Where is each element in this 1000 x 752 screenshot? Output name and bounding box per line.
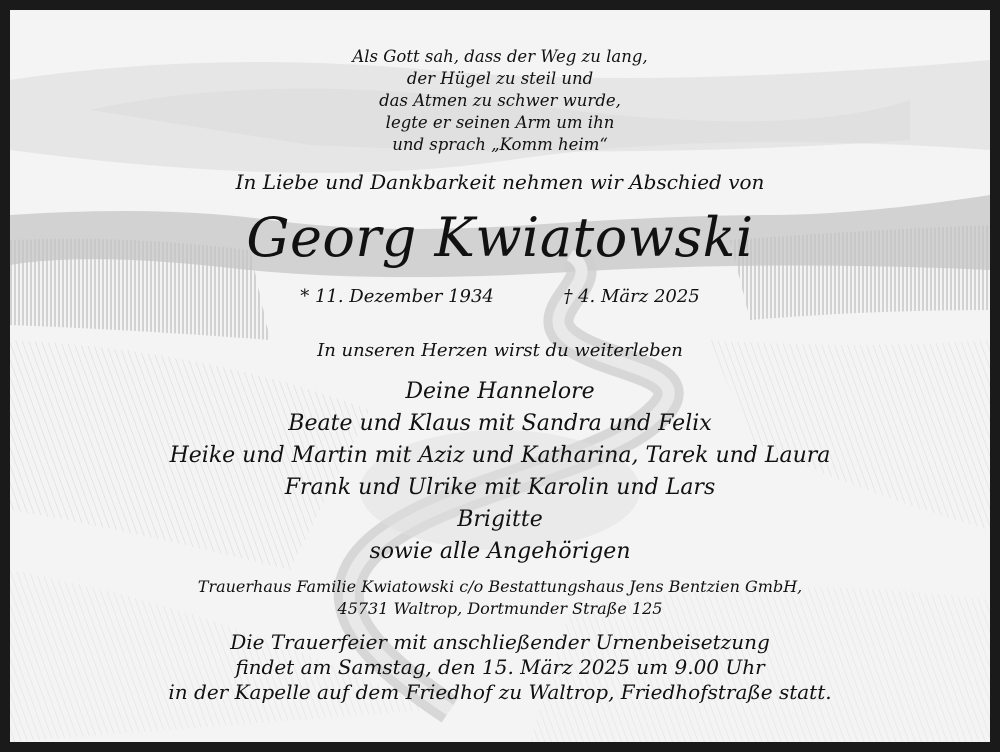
mourner-line: Frank und Ulrike mit Karolin und Lars	[284, 475, 716, 500]
poem-line: der Hügel zu steil und	[406, 69, 594, 88]
life-dates	[10, 286, 990, 307]
poem-line: das Atmen zu schwer wurde,	[379, 91, 621, 110]
farewell-intro: In Liebe und Dankbarkeit nehmen wir Abschied von	[235, 170, 765, 194]
mourner-line: Beate und Klaus mit Sandra und Felix	[288, 411, 712, 436]
ceremony-info: in der Kapelle auf dem Friedhof zu Waltrop, Friedhofstraße statt.	[168, 680, 832, 704]
deceased-name: Georg Kwiatowski	[246, 206, 754, 269]
ceremony-info: Die Trauerfeier mit anschließender Urnenbeisetzung	[230, 630, 770, 654]
ceremony-info: findet am Samstag, den 15. März 2025 um 9.00 Uhr	[235, 655, 765, 679]
mourner-line: Brigitte	[457, 507, 543, 532]
death-date: † 4. März 2025	[563, 286, 700, 307]
mourning-house-address: Trauerhaus Familie Kwiatowski c/o Bestattungshaus Jens Bentzien GmbH,	[197, 577, 803, 596]
birth-date: * 11. Dezember 1934	[300, 286, 494, 307]
mourner-line: Heike und Martin mit Aziz und Katharina, Tarek und Laura	[169, 443, 831, 468]
mourner-line: sowie alle Angehörigen	[369, 539, 631, 564]
mourning-house-address: 45731 Waltrop, Dortmunder Straße 125	[337, 599, 663, 618]
obituary-content	[10, 10, 990, 742]
memorial-motto: In unseren Herzen wirst du weiterleben	[317, 340, 683, 361]
poem-line: legte er seinen Arm um ihn	[385, 113, 615, 132]
mourner-line: Deine Hannelore	[405, 379, 595, 404]
poem-line: und sprach „Komm heim“	[392, 135, 608, 154]
poem-line: Als Gott sah, dass der Weg zu lang,	[352, 47, 648, 66]
